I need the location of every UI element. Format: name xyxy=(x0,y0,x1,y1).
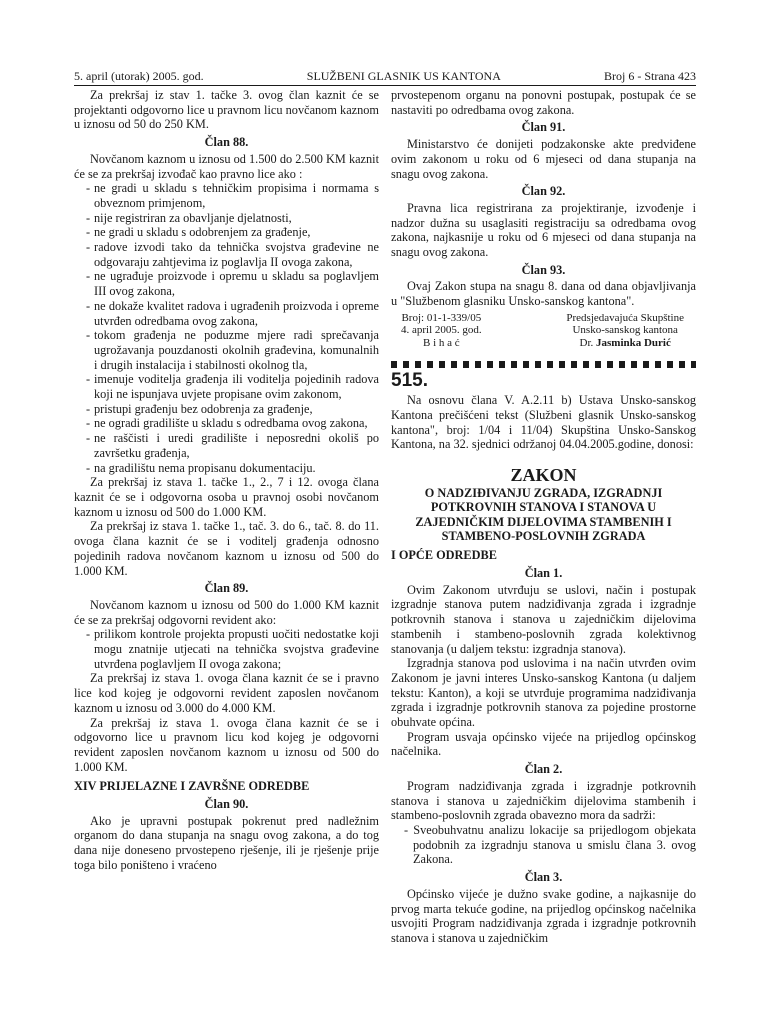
reference-number: Broj: 01-1-339/05 xyxy=(401,311,482,324)
section-heading-14: XIV PRIJELAZNE I ZAVRŠNE ODREDBE xyxy=(74,779,310,794)
penalty-list-89 xyxy=(74,627,379,671)
publication-title: SLUŽBENI GLASNIK US KANTONA xyxy=(306,69,501,83)
article-heading-2: Član 2. xyxy=(524,762,563,777)
issue-date: 5. april (utorak) 2005. god. xyxy=(74,69,204,83)
list-item: - ne raščisti i uredi gradilište i neposredni okoliš po završetku građenja, xyxy=(74,431,379,460)
article-heading-93: Član 93. xyxy=(521,262,566,277)
list-item: - ne gradi u skladu s odobrenjem za građenje, xyxy=(74,225,379,240)
paragraph: Za prekršaj iz stav 1. tačke 3. ovog član kaznit će se projektanti odgovorno lice u pravnom licu novčanom kaznom u iznosu od 50 do 250 KM. xyxy=(74,88,379,132)
paragraph: Za prekršaj iz stava 1. tačke 1., tač. 3. do 6., tač. 8. do 11. ovoga člana kaznit će se i voditelj građenja odnosno pojedinih radova novčanom kaznom u iznosu od 500 do 1.000 KM. xyxy=(74,519,379,578)
left-column xyxy=(74,88,379,873)
paragraph: Ovaj Zakon stupa na snagu 8. dana od dana objavljivanja u "Službenom glasniku Unsko-sanskog kantona". xyxy=(391,279,696,309)
signatory-name-line xyxy=(566,337,684,350)
reference-place: B i h a ć xyxy=(423,336,460,349)
paragraph: prvostepenom organu na ponovni postupak, postupak će se nastaviti po odredbama ovog zakona. xyxy=(391,88,696,117)
paragraph: Za prekršaj iz stava 1. ovoga člana kaznit će se i pravno lice kod kojeg je odgovorni revident zaposlen novčanom kaznom u iznosu od 3.000 do 4.000 KM. xyxy=(74,671,379,715)
penalty-list-88 xyxy=(74,181,379,475)
signatory-name: Jasminka Durić xyxy=(596,336,671,349)
list-item: - radove izvodi tako da tehnička svojstva građevine ne odgovaraju zahtjevima iz poglavlja II ovoga zakona, xyxy=(74,240,379,269)
signature-block xyxy=(401,312,684,350)
list-item: - ne dokaže kvalitet radova i ugrađenih proizvoda i opreme utvrđen odredbama ovog zakona, xyxy=(74,299,379,328)
article-heading-1: Član 1. xyxy=(524,566,563,581)
right-column xyxy=(391,88,696,946)
signatory-body: Unsko-sanskog kantona xyxy=(572,324,678,337)
paragraph: Ovim Zakonom utvrđuju se uslovi, način i postupak izgradnje stanova putem nadziđivanja zgrada i izgradnje potkrovnih stanova i stanova u zajedničkim dijelovima stambenih i stambeno-poslovnih zgrada kolektivnog stanovanja (u daljem tekstu: izgradnja stanova). xyxy=(391,582,696,656)
list-item: - nije registriran za obavljanje djelatnosti, xyxy=(74,211,379,226)
paragraph: Za prekršaj iz stava 1. tačke 1., 2., 7 i 12. ovoga člana kaznit će se i odgovorna osoba u pravnoj osobi novčanom kaznom u iznosu od 500 do 1.000 KM. xyxy=(74,475,379,519)
article-heading-89: Član 89. xyxy=(204,581,249,596)
section-separator xyxy=(391,361,696,368)
reference-date: 4. april 2005. god. xyxy=(401,324,482,337)
paragraph: Program usvaja općinsko vijeće na prijedlog općinskog načelnika. xyxy=(391,729,696,759)
signatory-title: Dr. xyxy=(579,336,594,349)
paragraph: Na osnovu člana V. A.2.11 b) Ustava Unsko-sanskog Kantona prečišćeni tekst (Službeni glasnik Unsko-sanskog kantona", broj: 1/04 i 11/04) Skupština Unsko-Sanskog Kantona, na 32. sjednici održanoj 04.04.2005.godine, donosi: xyxy=(391,393,696,452)
paragraph: Izgradnja stanova pod uslovima i na način utvrđen ovim Zakonom je javni interes Unsko-sanskog Kantona (u daljem tekstu: Kanton), a koji se utvrđuje programima nadziđivanja zgrada i izgradnje potkrovnih stanova za pojedine prostorne obuhvate općina. xyxy=(391,656,696,730)
article-heading-91: Član 91. xyxy=(521,120,566,135)
law-subtitle: O NADZIĐIVANJU ZGRADA, IZGRADNJI POTKROVNIH STANOVA I STANOVA U ZAJEDNIČKIM DIJELOVIMA STAMBENIH I STAMBENO-POSLOVNIH ZGRADA xyxy=(415,486,672,544)
paragraph: Pravna lica registrirana za projektiranje, izvođenje i nadzor dužna su usaglasiti registraciju sa odredbama ovog zakona, najkasnije u roku od 6 mjeseci od dana stupanja na snagu ovog zakona. xyxy=(391,200,696,260)
law-title: ZAKON xyxy=(510,465,577,486)
document-reference xyxy=(401,312,482,350)
list-item: - na gradilištu nema propisanu dokumentaciju. xyxy=(74,461,379,476)
signatory-function: Predsjedavajuća Skupštine xyxy=(566,311,684,324)
paragraph: Program nadziđivanja zgrada i izgradnje potkrovnih stanova i stanova u zajedničkim dijelovima stambenih i stambeno-poslovnih zgrada obavezno mora da sadrži: xyxy=(391,778,696,823)
page-number: Broj 6 - Strana 423 xyxy=(604,69,696,83)
list-item: - Sveobuhvatnu analizu lokacije sa prijedlogom objekata podobnih za izgradnju stanova u smislu člana 3. ovog Zakona. xyxy=(404,823,696,867)
article-heading-88: Član 88. xyxy=(204,135,249,150)
item-number: 515. xyxy=(391,370,428,392)
article-heading-90: Član 90. xyxy=(204,797,249,812)
paragraph: Novčanom kaznom u iznosu od 500 do 1.000 KM kaznit će se za prekršaj odgovorni revident ako: xyxy=(74,597,379,627)
article-heading-92: Član 92. xyxy=(521,184,566,199)
paragraph: Općinsko vijeće je dužno svake godine, a najkasnije do prvog marta tekuće godine, na prijedlog općinskog načelnika usvojiti Program nadziđivanja zgrada i izgradnje potkrovnih stanova i stanova u zajedničkim xyxy=(391,886,696,945)
list-item: - pristupi građenju bez odobrenja za građenje, xyxy=(74,402,379,417)
list-item: - imenuje voditelja građenja ili voditelja pojedinih radova koji ne ispunjava uvjete propisane ovim zakonom, xyxy=(74,372,379,401)
paragraph: Za prekršaj iz stava 1. ovoga člana kaznit će se i odgovorno lice u pravnom licu kod kojeg je odgovorni revident zaposlen novčanom kaznom u iznosu od 500 do 1.000 KM. xyxy=(74,715,379,774)
paragraph: Ministarstvo će donijeti podzakonske akte predviđene ovim zakonom u roku od 6 mjeseci od dana stupanja na snagu ovog zakona. xyxy=(391,137,696,181)
list-item: - ne ogradi gradilište u skladu s odredbama ovog zakona, xyxy=(74,416,379,431)
section-heading-1: I OPĆE ODREDBE xyxy=(391,548,497,563)
signatory xyxy=(566,312,684,350)
paragraph: Novčanom kaznom u iznosu od 1.500 do 2.500 KM kaznit će se za prekršaj izvođač kao pravno lice ako : xyxy=(74,151,379,181)
list-item: - ne ugrađuje proizvode i opremu u skladu sa poglavljem III ovog zakona, xyxy=(74,269,379,298)
paragraph: Ako je upravni postupak pokrenut pred nadležnim organom do dana stupanja na snagu ovog zakona, a do tog dana nije doneseno prvostepeno rješenje, ili je rješenje prije toga bilo poništeno i vraćeno xyxy=(74,813,379,872)
article-heading-3: Član 3. xyxy=(524,870,563,885)
list-item: - ne gradi u skladu s tehničkim propisima i normama s obveznom primjenom, xyxy=(74,181,379,210)
list-item: - prilikom kontrole projekta propusti uočiti nedostatke koji mogu znatnije utjecati na tehnička svojstva građevine utvrđena poglavljem II ovoga zakona; xyxy=(74,627,379,671)
page-header xyxy=(74,66,696,86)
list-item: - tokom građenja ne poduzme mjere radi sprečavanja ugrožavanja pouzdanosti okolnih građevina, komunalnih i drugih instalacija i stabilnosti okolnog tla, xyxy=(74,328,379,372)
